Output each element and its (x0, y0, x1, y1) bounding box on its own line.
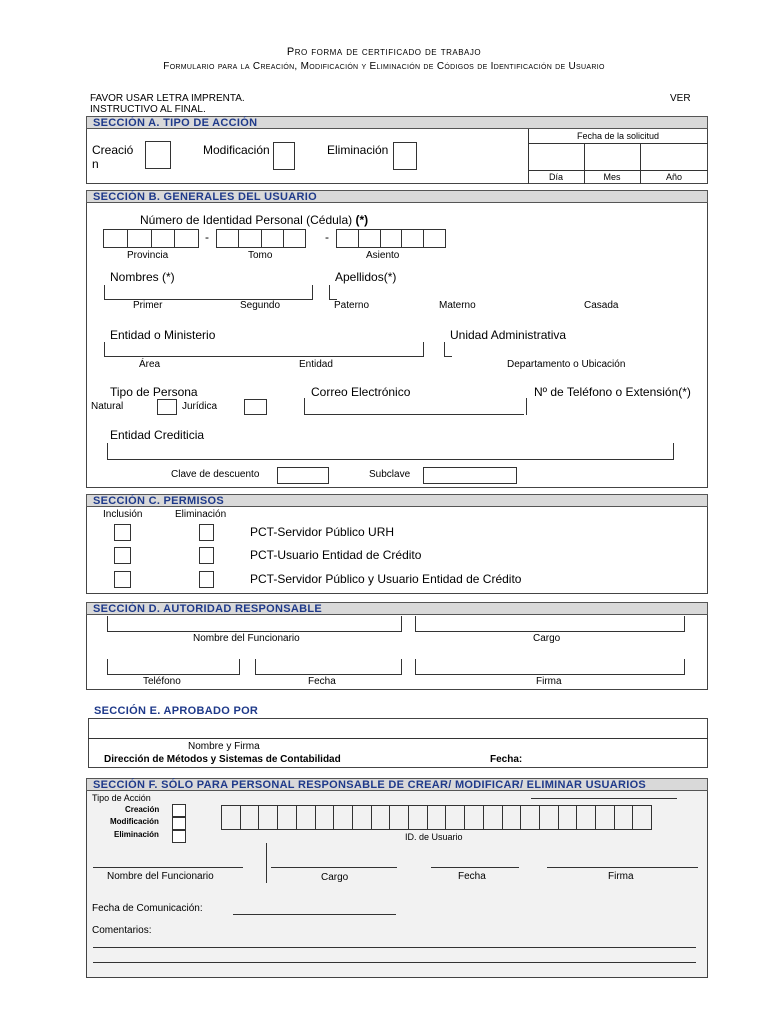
perm-2-label: PCT-Usuario Entidad de Crédito (250, 548, 422, 562)
creacion-label-cont: n (92, 157, 99, 171)
unidad-admin-input[interactable] (444, 342, 452, 357)
comentarios-label: Comentarios: (92, 925, 152, 936)
primer-label: Primer (133, 300, 163, 311)
cedula-dash-2: - (325, 230, 329, 244)
firma-f-line[interactable] (547, 867, 698, 868)
modificacion-checkbox[interactable] (273, 142, 295, 170)
apellidos-input[interactable] (329, 285, 337, 300)
modificacion-f-checkbox[interactable] (172, 817, 186, 830)
cargo-f-line[interactable] (271, 867, 397, 868)
cargo-f-label: Cargo (321, 872, 349, 883)
telefono-input[interactable] (526, 398, 706, 415)
fecha-f-label: Fecha (458, 871, 486, 882)
juridica-checkbox[interactable] (244, 399, 267, 415)
subclave-label: Subclave (369, 469, 411, 480)
nombre-funcionario-label: Nombre del Funcionario (193, 633, 300, 644)
asiento-label: Asiento (366, 250, 400, 261)
apellidos-label: Apellidos(*) (335, 270, 397, 284)
section-e-title: SECCIÓN E. APROBADO POR (88, 704, 708, 719)
perm-1-inclusion-checkbox[interactable] (114, 524, 131, 541)
telefono-label: Nº de Teléfono o Extensión(*) (534, 385, 691, 399)
section-a-title: SECCIÓN A. TIPO DE ACCIÓN (86, 116, 708, 129)
unidad-admin-label: Unidad Administrativa (450, 328, 567, 342)
tomo-input[interactable] (216, 229, 306, 248)
nombre-funcionario-f-line[interactable] (93, 867, 243, 868)
juridica-label: Jurídica (182, 401, 218, 412)
cedula-label: Número de Identidad Personal (Cédula) (*) (140, 213, 369, 227)
dia-input[interactable] (528, 143, 584, 170)
perm-2-eliminacion-checkbox[interactable] (199, 547, 214, 564)
firma-f-label: Firma (608, 871, 634, 882)
cedula-dash-1: - (205, 230, 209, 244)
asiento-input[interactable] (336, 229, 446, 248)
casada-label: Casada (584, 300, 619, 311)
eliminacion-f-checkbox[interactable] (172, 830, 186, 843)
dia-label: Día (548, 172, 563, 182)
anio-label: Año (665, 172, 682, 182)
entidad-ministerio-input[interactable] (104, 342, 424, 357)
eliminacion-checkbox[interactable] (393, 142, 417, 170)
section-b-title: SECCIÓN B. GENERALES DEL USUARIO (86, 190, 708, 203)
cargo-label: Cargo (533, 633, 561, 644)
inclusion-header: Inclusión (103, 509, 143, 520)
form-title: Pro forma de certificado de trabajo (286, 46, 482, 58)
clave-label: Clave de descuento (171, 469, 260, 480)
tomo-label: Tomo (248, 250, 273, 261)
telefono-d-label: Teléfono (143, 676, 181, 687)
nombre-funcionario-input[interactable] (107, 616, 402, 632)
cargo-input[interactable] (415, 616, 685, 632)
perm-3-eliminacion-checkbox[interactable] (199, 571, 214, 588)
provincia-input[interactable] (103, 229, 199, 248)
note-print: FAVOR USAR LETRA IMPRENTA. (90, 93, 245, 104)
natural-label: Natural (91, 401, 124, 412)
perm-2-inclusion-checkbox[interactable] (114, 547, 131, 564)
area-label: Área (139, 359, 161, 370)
telefono-d-input[interactable] (107, 659, 240, 675)
section-f-title: SECCIÓN F. SÓLO PARA PERSONAL RESPONSABLE DE CREAR/ MODIFICAR/ ELIMINAR USUARIOS (86, 778, 708, 791)
fecha-d-input[interactable] (255, 659, 402, 675)
fecha-e-label: Fecha: (490, 754, 523, 765)
note-instructions: INSTRUCTIVO AL FINAL. (90, 104, 206, 115)
creacion-label: Creació (92, 143, 134, 157)
comentarios-line-1[interactable] (93, 947, 696, 948)
entidad-ministerio-label: Entidad o Ministerio (110, 328, 216, 342)
perm-3-label: PCT-Servidor Público y Usuario Entidad de Crédito (250, 572, 522, 586)
modificacion-f-label: Modificación (110, 817, 159, 826)
provincia-label: Provincia (127, 250, 169, 261)
mes-label: Mes (603, 172, 621, 182)
id-usuario-input[interactable] (221, 805, 652, 830)
tipo-accion-label: Tipo de Acción (92, 793, 151, 803)
eliminacion-label: Eliminación (327, 143, 389, 157)
fecha-d-label: Fecha (308, 676, 336, 687)
section-d-title: SECCIÓN D. AUTORIDAD RESPONSABLE (86, 602, 708, 615)
correo-label: Correo Electrónico (311, 385, 411, 399)
firma-d-label: Firma (536, 676, 562, 687)
entidad-crediticia-input[interactable] (107, 443, 674, 460)
id-usuario-label: ID. de Usuario (405, 832, 463, 842)
eliminacion-header: Eliminación (175, 509, 227, 520)
nombres-label: Nombres (*) (110, 270, 175, 284)
anio-input[interactable] (640, 143, 708, 170)
paterno-label: Paterno (334, 300, 370, 311)
nombre-firma-label: Nombre y Firma (188, 741, 260, 752)
creacion-f-checkbox[interactable] (172, 804, 186, 817)
eliminacion-f-label: Eliminación (114, 830, 159, 839)
perm-1-eliminacion-checkbox[interactable] (199, 524, 214, 541)
version-label: VER (670, 93, 691, 104)
perm-1-label: PCT-Servidor Público URH (250, 525, 395, 539)
tipo-persona-label: Tipo de Persona (110, 385, 198, 399)
fecha-solicitud-label: Fecha de la solicitud (576, 131, 660, 141)
fecha-comunicacion-line[interactable] (233, 914, 396, 915)
aprobado-input[interactable] (90, 720, 706, 737)
entidad-label: Entidad (299, 359, 333, 370)
mes-input[interactable] (584, 143, 640, 170)
firma-d-input[interactable] (415, 659, 685, 675)
subclave-input[interactable] (423, 467, 517, 484)
comentarios-line-2[interactable] (93, 962, 696, 963)
modificacion-label: Modificación (203, 143, 270, 157)
perm-3-inclusion-checkbox[interactable] (114, 571, 131, 588)
entidad-crediticia-label: Entidad Crediticia (110, 428, 205, 442)
form-subtitle: Formulario para la Creación, Modificación y Eliminación de Códigos de Identificación de Usuario (163, 61, 605, 72)
fecha-comunicacion-label: Fecha de Comunicación: (92, 903, 203, 914)
natural-checkbox[interactable] (157, 399, 177, 415)
fecha-f-line[interactable] (431, 867, 519, 868)
materno-label: Materno (439, 300, 476, 311)
nombre-funcionario-f-label: Nombre del Funcionario (107, 871, 214, 882)
clave-input[interactable] (277, 467, 329, 484)
departamento-label: Departamento o Ubicación (507, 359, 626, 370)
nombres-input[interactable] (104, 285, 313, 300)
section-c-title: SECCIÓN C. PERMISOS (86, 494, 708, 507)
creacion-f-label: Creación (125, 805, 160, 814)
creacion-checkbox[interactable] (145, 141, 171, 169)
direccion-label: Dirección de Métodos y Sistemas de Contabilidad (104, 754, 341, 765)
correo-input[interactable] (304, 398, 524, 415)
segundo-label: Segundo (240, 300, 281, 311)
